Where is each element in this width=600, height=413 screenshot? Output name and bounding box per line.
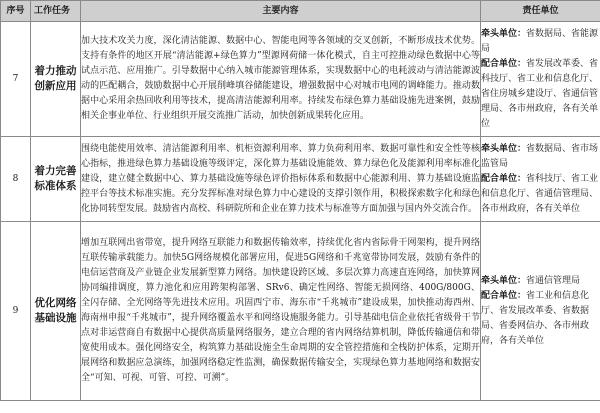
lead-units — [481, 142, 600, 172]
row-content: 增加互联网出省带宽，提升网络互联能力和数据传输效率，持续优化省内省际骨干网架构，提升网络互联传输承载能力。加快5G网络规模化部署应用，促进5G网络和千兆宽带协同发展，鼓励有条件的电信运营商及产业链企业发展新型算力网络。加快建设跨区域、多层次算力高速直连网络，加快算网协同编排调度，算力池化和应用跨架构部署、SRv6、确定性网络、智能无损网络、400G/800G、全闪存储、全光网络等先进技术应用。巩固西宁市、海东市“千兆城市”建设成果，加快推动海西州、海南州申报“千兆城市”，提升网络覆盖水平和网络设施服务能力。引导基础电信企业依托省级骨干节点对非运营商自有数据中心提供高质量网络服务，建立合理的省内网络结算机制，降低传输通信和带宽使用成本。强化网络安全，构筑算力基础设施全生命周期的安全管控措施和全栈防护体系，定期开展网络和数据应急演练，加强网络稳定性监测，确保数据传输安全，实现绿色算力基地网络和数据安全“可知、可视、可管、可控、可溯”。 — [81, 222, 481, 401]
lead-label: 牵头单位： — [481, 275, 527, 286]
row-task: 优化网络基础设施 — [31, 222, 81, 401]
table-row — [1, 22, 600, 137]
coop-value: 省科技厅、省工业和信息化厅、省通信管理局、各市州政府，各有关单位 — [481, 173, 599, 214]
row-task: 着力完善标准体系 — [31, 137, 81, 222]
coop-value: 省工业和信息化厅、省发展改革委、省数据局、省委网信办、各市州政府，各有关单位 — [481, 290, 590, 346]
row-task: 着力推动创新应用 — [31, 22, 81, 137]
row-seq: 7 — [1, 22, 31, 137]
row-content: 围绕电能使用效率、清洁能源利用率、机柜资源利用率、算力负荷利用率、数据可靠性和安全性等核心指标，推进绿色算力基础设施等级评定，深化算力基础设施能效、算力绿色化及能源利用率标准化建设，建立健全数据中心、算力基础设施等绿色评价指标体系和数据中心能源利用、算力基础设施监控平台等技术标准实施。充分发挥标准对绿色算力中心建设的支撑引领作用，积极探索数字化和绿色化协同转型发展。鼓励省内高校、科研院所和企业在算力技术与标准等方面加强与国内外交流合作。 — [81, 137, 481, 222]
row-responsible — [481, 22, 600, 137]
header-seq: 序号 — [1, 1, 31, 22]
row-seq: 8 — [1, 137, 31, 222]
row-responsible — [481, 137, 600, 222]
lead-label: 牵头单位： — [481, 143, 527, 154]
coop-units — [481, 289, 600, 349]
lead-value: 省数据局、省市场监管局 — [481, 143, 599, 169]
table-row — [1, 222, 600, 401]
header-task: 工作任务 — [31, 1, 81, 22]
lead-label: 牵头单位： — [481, 28, 527, 39]
row-seq: 9 — [1, 222, 31, 401]
coop-units — [481, 172, 600, 217]
lead-units — [481, 27, 600, 57]
coop-label: 配合单位： — [481, 173, 527, 184]
lead-value: 省通信管理局 — [526, 275, 581, 286]
header-content: 主要内容 — [81, 1, 481, 22]
coop-units — [481, 57, 600, 132]
lead-value: 省数据局、省能源局 — [481, 28, 599, 54]
lead-units — [481, 274, 600, 289]
row-content: 加大技术攻关力度，深化清洁能源、数据中心、智能电网等各领域的交叉创新，不断形成技术优势。支持有条件的地区开展“清洁能源+绿色算力”型源网荷储一体化模式，自主可控推动绿色数据中心等试点示范、应用推广。引导数据中心纳入城市能源管理体系，实现数据中心的电耗波动与清洁能源波动的匹配耦合，鼓励数据中心开展削峰填谷储能建设，增强数据中心对城市电网的调峰能力。推动数据中心采用余热回收利用等技术，提高清洁能源利用率。持续发布绿色算力基础设施先进案例，鼓励相关企事业单位、行业组织开展交流推广活动，加快创新成果转化应用。 — [81, 22, 481, 137]
table-row — [1, 137, 600, 222]
coop-label: 配合单位： — [481, 290, 527, 301]
coop-value: 省发展改革委、省科技厅、省工业和信息化厅、省住房城乡建设厅、省通信管理局、各市州政府，各有关单位 — [481, 58, 599, 129]
header-responsible: 责任单位 — [481, 1, 600, 22]
coop-label: 配合单位： — [481, 58, 527, 69]
row-responsible — [481, 222, 600, 401]
table-header-row — [1, 1, 600, 22]
